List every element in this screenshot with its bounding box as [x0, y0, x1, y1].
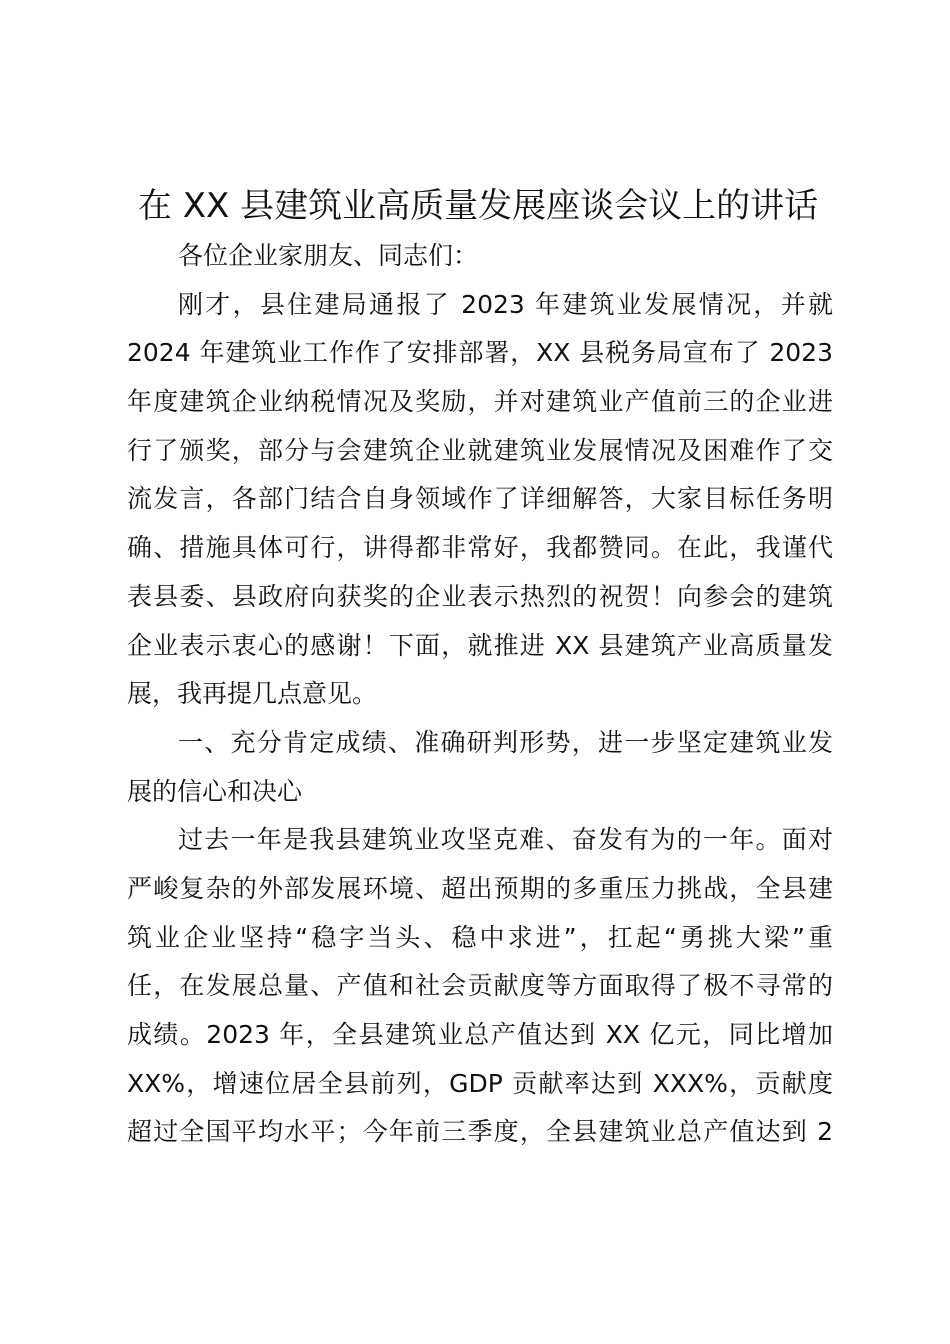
paragraph-line: XX%，增速位居全县前列，GDP 贡献率达到 XXX%，贡献度	[127, 1068, 833, 1098]
paragraph-line: 成绩。2023 年，全县建筑业总产值达到 XX 亿元，同比增加	[127, 1020, 833, 1049]
paragraph-line: 超过全国平均水平；今年前三季度，全县建筑业总产值达到 2	[127, 1117, 833, 1147]
paragraph-line: 任，在发展总量、产值和社会贡献度等方面取得了极不寻常的	[127, 971, 833, 1001]
paragraph-line: 过去一年是我县建筑业攻坚克难、奋发有为的一年。面对	[178, 825, 833, 855]
paragraph-line: 年度建筑企业纳税情况及奖励，并对建筑业产值前三的企业进	[127, 387, 833, 417]
paragraph-line: 展，我再提几点意见。	[127, 679, 378, 709]
section-heading-line: 展的信心和决心	[127, 776, 303, 806]
paragraph-line: 行了颁奖，部分与会建筑企业就建筑业发展情况及困难作了交	[127, 435, 833, 465]
paragraph-line: 严峻复杂的外部发展环境、超出预期的多重压力挑战，全县建	[127, 873, 833, 903]
paragraph-line: 筑业企业坚持“稳字当头、稳中求进”，扛起“勇挑大梁”重	[127, 922, 833, 952]
salutation-line: 各位企业家朋友、同志们：	[178, 241, 479, 270]
section-heading-line: 一、充分肯定成绩、准确研判形势，进一步坚定建筑业发	[178, 727, 833, 757]
paragraph-line: 刚才，县住建局通报了 2023 年建筑业发展情况，并就	[178, 289, 833, 319]
document-body	[127, 232, 833, 1157]
paragraph-line: 企业表示衷心的感谢！下面，就推进 XX 县建筑产业高质量发	[127, 630, 833, 660]
paragraph-line: 表县委、县政府向获奖的企业表示热烈的祝贺！向参会的建筑	[127, 581, 833, 611]
document-title: 在 XX 县建筑业高质量发展座谈会议上的讲话	[137, 186, 819, 226]
paragraph-line: 确、措施具体可行，讲得都非常好，我都赞同。在此，我谨代	[127, 533, 833, 563]
paragraph-line: 2024 年建筑业工作作了安排部署，XX 县税务局宣布了 2023	[127, 338, 833, 368]
paragraph-line: 流发言，各部门结合自身领域作了详细解答，大家目标任务明	[127, 484, 833, 514]
